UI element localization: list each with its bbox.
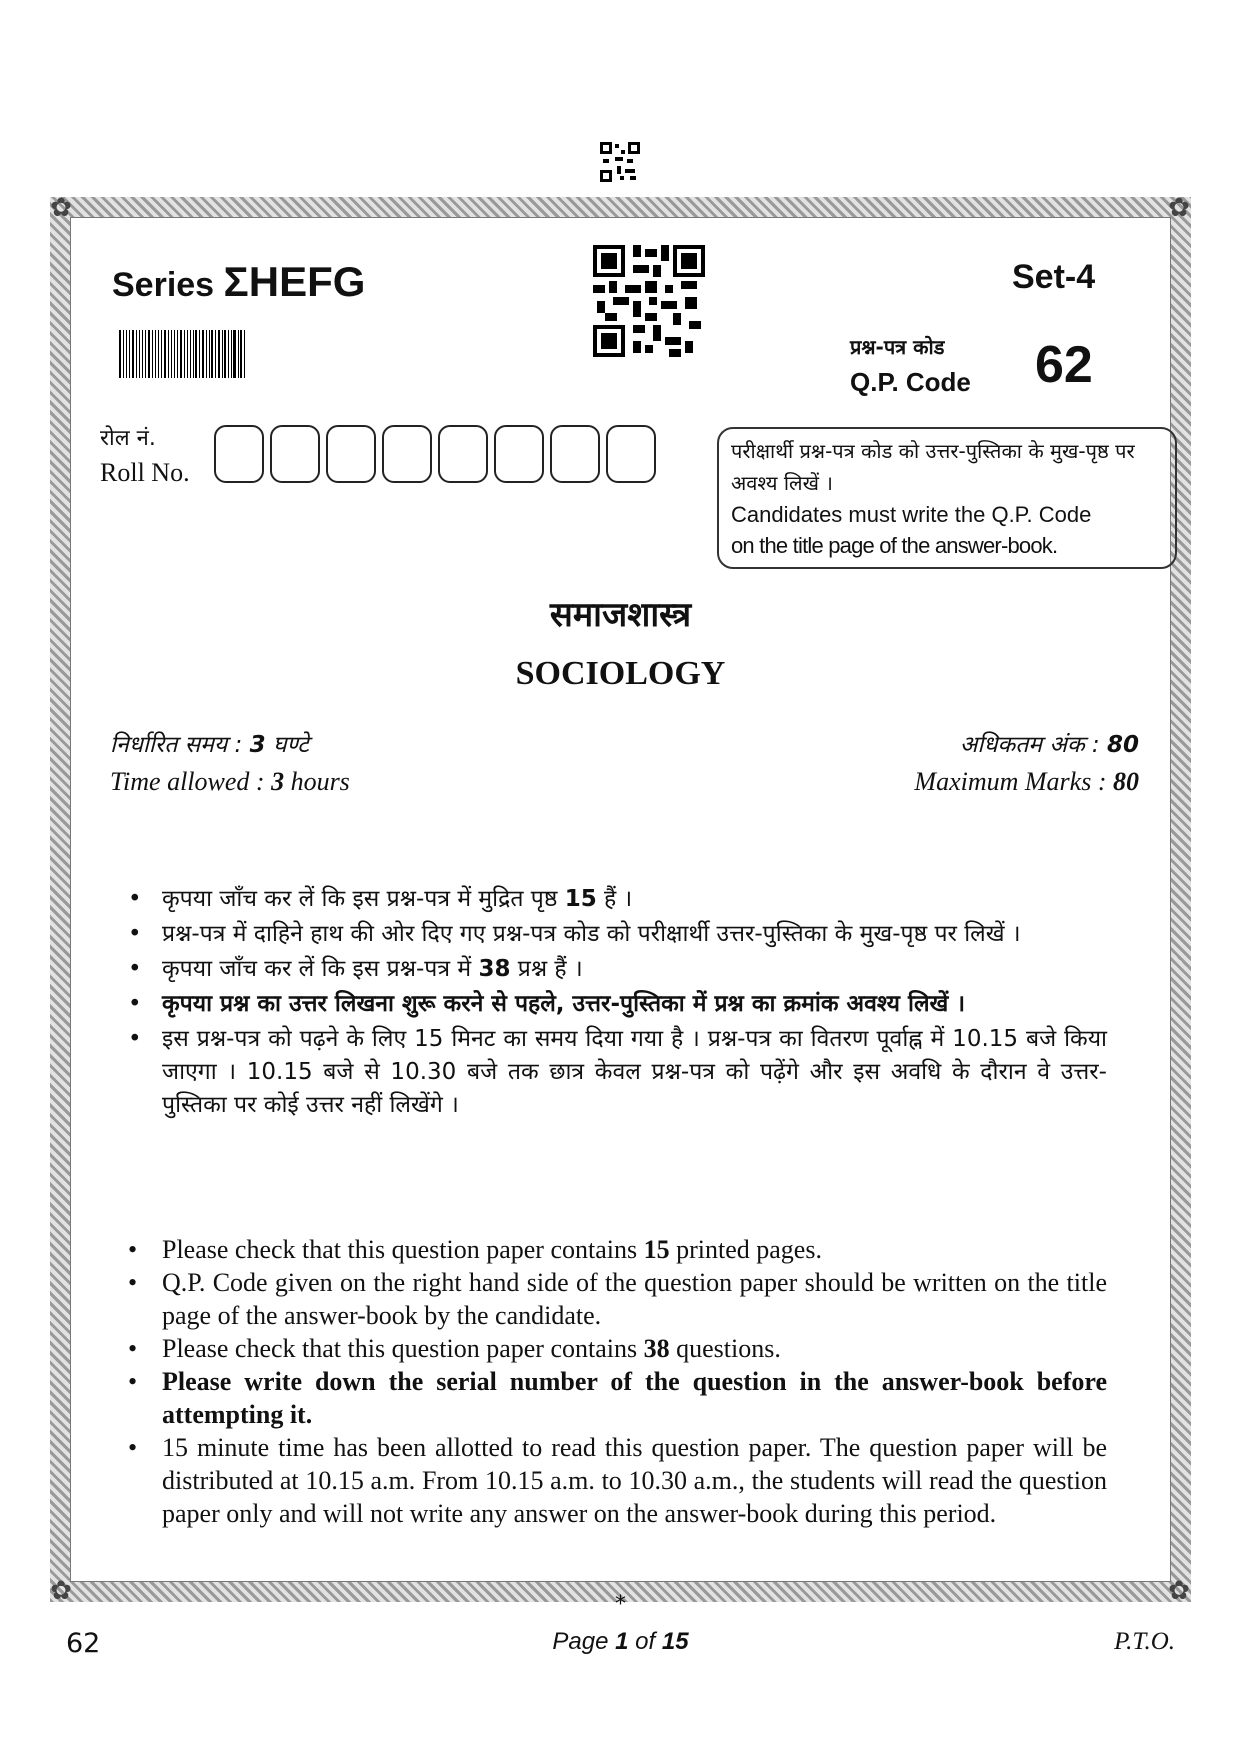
maximum-marks xyxy=(914,767,1139,797)
footer-qp-code: 62 xyxy=(66,1628,101,1659)
instruction-item: • 15 minute time has been allotted to read this question paper. The question paper will be distributed at 10.15 a.m. From 10.15 a.m. to 10.30 a.m., the students will read the question paper only and will not write any answer on the answer-book during this period. xyxy=(122,1431,1107,1530)
roll-number-box[interactable] xyxy=(606,425,656,483)
notice-text-line1: Candidates must write the Q.P. Code xyxy=(731,502,1092,527)
instruction-item: • कृपया जाँच कर लें कि इस प्रश्न-पत्र में मुद्रित पृष्ठ 15 हैं । xyxy=(122,883,1107,916)
corner-ornament-icon: ✿ xyxy=(1168,1576,1190,1606)
instruction-item: • प्रश्न-पत्र में दाहिने हाथ की ओर दिए गए प्रश्न-पत्र कोड को परीक्षार्थी उत्तर-पुस्तिका के मुख-पृष्ठ पर लिखें । xyxy=(122,918,1107,951)
subject-title-hindi: समाजशास्त्र xyxy=(549,595,692,635)
instruction-item: • Please check that this question paper contains 38 questions. xyxy=(122,1332,1107,1365)
subject-title: SOCIOLOGY xyxy=(515,655,726,692)
roll-number-label-hindi: रोल नं. xyxy=(100,426,156,451)
roll-number-box[interactable] xyxy=(550,425,600,483)
instruction-item: • Q.P. Code given on the right hand side of the question paper should be written on the title page of the answer-book by the candidate. xyxy=(122,1266,1107,1332)
series-label-text: Series xyxy=(112,266,215,304)
instruction-item: • इस प्रश्न-पत्र को पढ़ने के लिए 15 मिनट का समय दिया गया है । प्रश्न-पत्र का वितरण पूर्वाह्न में 10.15 बजे किया जाएगा । 10.15 बजे से 10.30 बजे तक छात्र केवल प्रश्न-पत्र को पढ़ेंगे और इस अवधि के दौरान वे उत्तर-पुस्तिका पर कोई उत्तर नहीं लिखेंगे । xyxy=(122,1023,1107,1122)
marks-value-hindi: 80 xyxy=(1106,732,1139,758)
candidate-notice-box xyxy=(717,427,1177,569)
roll-number-box[interactable] xyxy=(494,425,544,483)
marks-value: 80 xyxy=(1113,767,1139,796)
roll-number-label: Roll No. xyxy=(100,458,190,487)
roll-number-box[interactable] xyxy=(326,425,376,483)
qp-code-value: 62 xyxy=(1035,336,1093,394)
qr-code-small-icon xyxy=(600,142,640,182)
time-label-hindi: निर्धारित समय : xyxy=(110,732,243,758)
roll-number-box[interactable] xyxy=(438,425,488,483)
roll-number-boxes xyxy=(214,425,656,483)
corner-ornament-icon: ✿ xyxy=(1168,193,1190,223)
asterisk-mark: * xyxy=(615,1592,626,1617)
instruction-item: • कृपया जाँच कर लें कि इस प्रश्न-पत्र में 38 प्रश्न हैं । xyxy=(122,953,1107,986)
marks-label: Maximum Marks : xyxy=(914,767,1107,796)
instruction-item: • Please check that this question paper contains 15 printed pages. xyxy=(122,1233,1107,1266)
notice-text-hindi: परीक्षार्थी प्रश्न-पत्र कोड को उत्तर-पुस्तिका के मुख-पृष्ठ पर अवश्य लिखें । xyxy=(731,439,1135,495)
corner-ornament-icon: ✿ xyxy=(50,1576,72,1606)
qp-code-label: Q.P. Code xyxy=(850,367,971,397)
time-allowed xyxy=(110,767,350,797)
qr-code-icon xyxy=(593,245,705,357)
series-label xyxy=(112,258,365,306)
time-unit-hindi: घण्टे xyxy=(272,732,309,758)
marks-label-hindi: अधिकतम अंक : xyxy=(959,732,1100,758)
roll-number-box[interactable] xyxy=(270,425,320,483)
roll-number-box[interactable] xyxy=(382,425,432,483)
instruction-item: • कृपया प्रश्न का उत्तर लिखना शुरू करने से पहले, उत्तर-पुस्तिका में प्रश्न का क्रमांक अवश्य लिखें । xyxy=(122,988,1107,1021)
roll-number-box[interactable] xyxy=(214,425,264,483)
corner-ornament-icon: ✿ xyxy=(50,193,72,223)
time-value: 3 xyxy=(271,767,285,796)
pto-label: P.T.O. xyxy=(1114,1628,1175,1655)
time-allowed-hindi xyxy=(110,727,309,759)
time-label: Time allowed : xyxy=(110,767,265,796)
time-value-hindi: 3 xyxy=(249,732,266,758)
qp-code-label-hindi: प्रश्न-पत्र कोड xyxy=(850,335,945,359)
set-label: Set-4 xyxy=(1012,258,1096,296)
instructions-hindi xyxy=(122,883,1107,1124)
series-code: ΣHEFG xyxy=(223,258,366,305)
time-unit: hours xyxy=(290,767,350,796)
maximum-marks-hindi xyxy=(960,727,1139,759)
page-number: Page 1 of 15 xyxy=(552,1628,689,1655)
instruction-item: • Please write down the serial number of the question in the answer-book before attempting it. xyxy=(122,1365,1107,1431)
notice-text-line2: on the title page of the answer-book. xyxy=(731,533,1058,558)
instructions-english xyxy=(122,1233,1107,1530)
barcode-icon xyxy=(119,330,245,378)
